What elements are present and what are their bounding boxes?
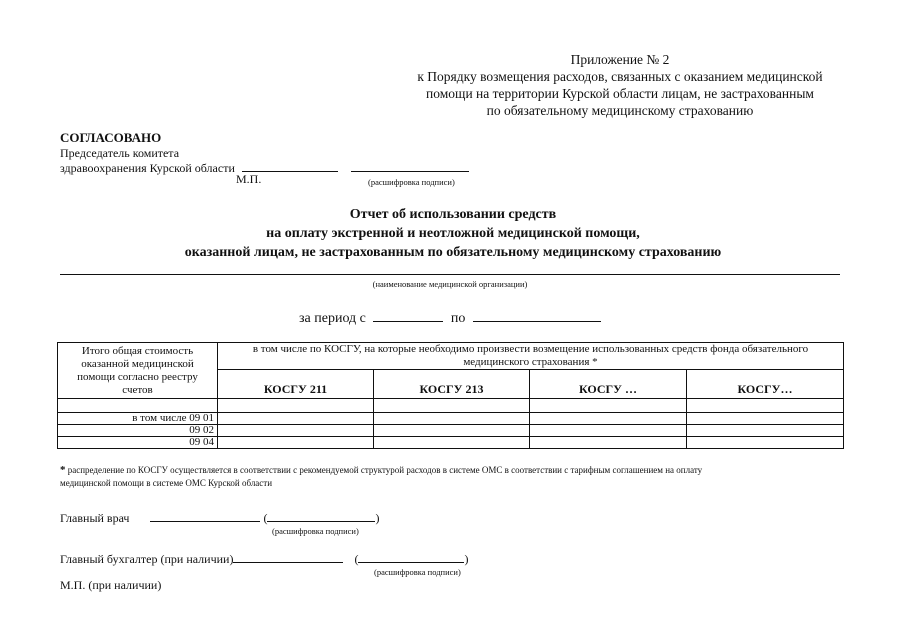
approval-signature-hint: (расшифровка подписи) [368,177,455,187]
report-title-line-3: оказанной лицам, не застрахованным по обязательному медицинскому страхованию [184,245,722,260]
table-cell[interactable] [687,399,844,413]
table-cell[interactable] [218,425,374,437]
chief-doctor-open-paren: ( [263,511,268,525]
kosgu-group-header: в том числе по КОСГУ, на которые необходимо произвести возмещение использованных средств фонда обязательного медицинского страхования * [218,343,844,370]
report-title [60,205,846,262]
column-kosgu-211: КОСГУ 211 [218,370,374,399]
table-cell[interactable] [687,437,844,449]
period-to-input[interactable] [473,310,601,322]
footnote-text-1: распределение по КОСГУ осуществляется в соответствии с рекомендуемой структурой расходов в системе ОМС в соответствии с тарифным соглашением на оплату [67,465,703,475]
chief-doctor-close-paren: ) [375,511,380,525]
chief-accountant-line [60,551,468,567]
stamp-label: М.П. (при наличии) [60,578,162,592]
approval-line-2 [60,160,469,176]
chief-doctor-decode-hint: (расшифровка подписи) [272,526,359,536]
appendix-line-4: по обязательному медицинскому страхованию [486,103,754,118]
table-cell[interactable] [374,413,530,425]
period-from-input[interactable] [373,310,443,322]
chief-doctor-line [60,510,379,526]
column-kosgu-other-2: КОСГУ… [687,370,844,399]
table-cell[interactable] [530,425,687,437]
appendix-line-1: Приложение № 2 [570,52,670,67]
chief-accountant-label: Главный бухгалтер (при наличии) [60,552,234,566]
signature-blank[interactable] [242,160,338,172]
table-cell[interactable] [687,413,844,425]
table-cell[interactable] [530,437,687,449]
footnote-line-1 [60,464,702,477]
row-label: 09 04 [58,437,218,449]
appendix-line-3: помощи на территории Курской области лицам, не застрахованным [426,86,814,101]
column-kosgu-213: КОСГУ 213 [374,370,530,399]
table-cell[interactable] [218,399,374,413]
table-row [58,437,844,449]
report-title-line-1: Отчет об использовании средств [349,207,557,222]
chief-accountant-close-paren: ) [464,552,469,566]
table-row [58,425,844,437]
appendix-line-2: к Порядку возмещения расходов, связанных с оказанием медицинской [417,69,823,84]
approval-line-1: Председатель комитета [60,146,180,160]
period-to-label: по [450,311,466,326]
total-cost-header: Итого общая стоимость оказанной медицинской помощи согласно реестру счетов [58,343,218,399]
table-header-row [58,343,844,370]
table-cell[interactable] [218,437,374,449]
chief-accountant-signature-blank[interactable] [233,551,343,563]
row-label: в том числе 09 01 [58,413,218,425]
organization-name-line[interactable] [60,274,840,275]
signature-decode-blank[interactable] [351,160,469,172]
table-row [58,399,844,413]
table-cell[interactable] [530,413,687,425]
organization-hint: (наименование медицинской организации) [372,279,528,289]
chief-accountant-decode-hint: (расшифровка подписи) [374,567,461,577]
chief-doctor-decode-blank[interactable] [267,510,375,522]
row-label [58,399,218,413]
chief-accountant-decode-blank[interactable] [358,551,464,563]
approval-line-2-text: здравоохранения Курской области [60,161,235,175]
footnote-marker: * [60,464,66,476]
appendix-header [360,51,880,119]
report-table [57,342,844,449]
table-cell[interactable] [218,413,374,425]
table-cell[interactable] [530,399,687,413]
period-line [299,310,601,327]
footnote-line-2: медицинской помощи в системе ОМС Курской области [60,478,273,488]
column-kosgu-other-1: КОСГУ … [530,370,687,399]
chief-doctor-label: Главный врач [60,511,130,525]
approval-stamp: М.П. [236,172,262,186]
table-cell[interactable] [374,425,530,437]
report-title-line-2: на оплату экстренной и неотложной медицинской помощи, [266,226,640,241]
chief-accountant-open-paren: ( [354,552,359,566]
row-label: 09 02 [58,425,218,437]
chief-doctor-signature-blank[interactable] [150,510,260,522]
approval-heading: СОГЛАСОВАНО [60,130,162,145]
period-from-label: за период с [299,311,366,326]
table-cell[interactable] [687,425,844,437]
table-row [58,413,844,425]
table-cell[interactable] [374,437,530,449]
table-cell[interactable] [374,399,530,413]
footnote [60,464,702,490]
